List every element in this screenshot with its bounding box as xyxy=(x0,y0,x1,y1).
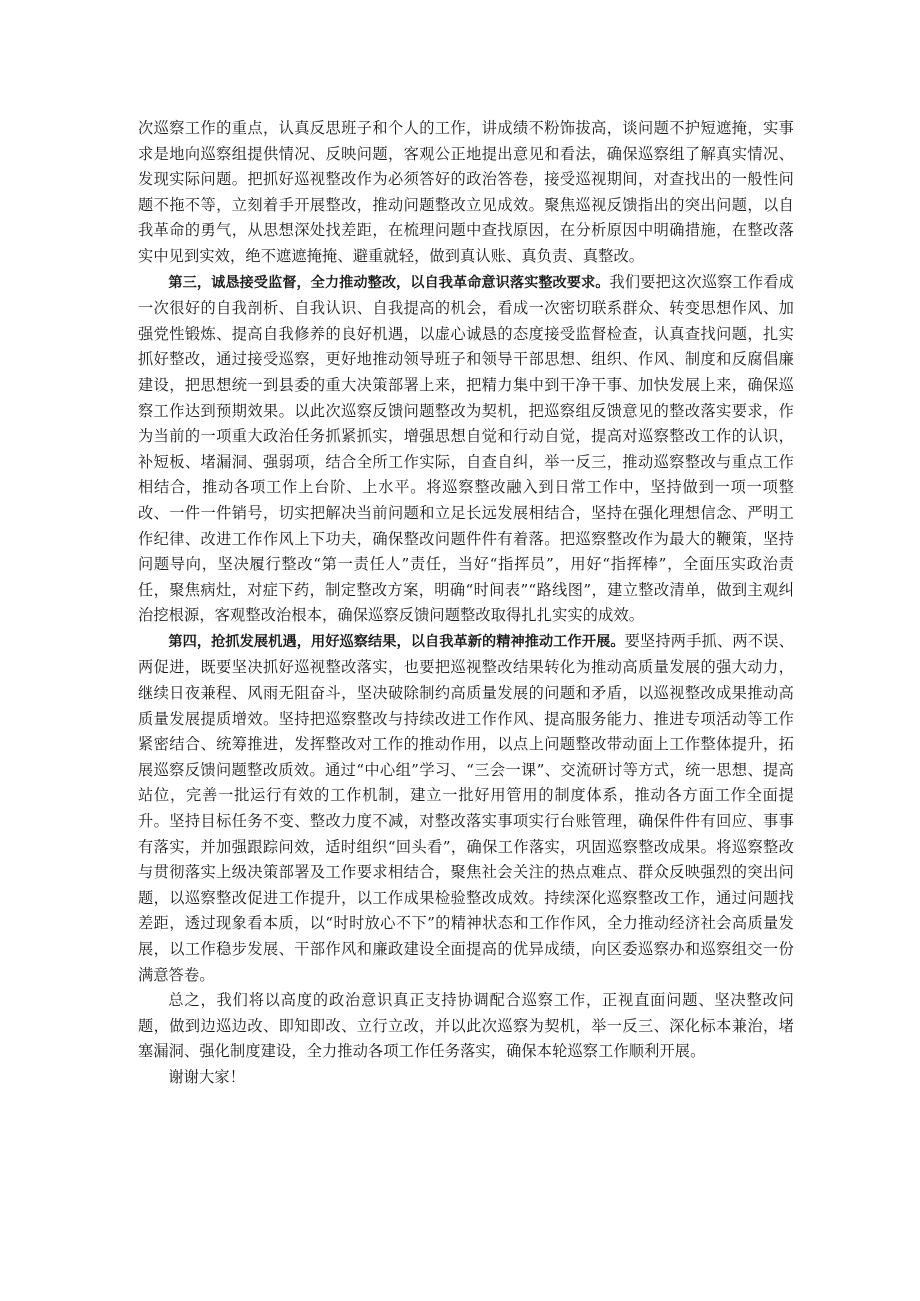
paragraph-conclusion: 总之，我们将以高度的政治意识真正支持协调配合巡察工作，正视直面问题、坚决整改问题，做到边巡边改、即知即改、立行立改，并以此次巡察为契机，举一反三、深化标本兼治，堵塞漏洞、强化制度建设，全力推动各项工作任务落实，确保本轮巡察工作顺利开展。 xyxy=(138,991,794,1061)
paragraph-fourth-point xyxy=(138,629,794,988)
fourth-point-heading: 第四，抢抓发展机遇，用好巡察结果，以自我革新的精神推动工作开展。 xyxy=(168,633,625,650)
third-point-heading: 第三，诚恳接受监督，全力推动整改，以自我革命意识落实整改要求。 xyxy=(168,274,610,291)
fourth-point-body: 要坚持两手抓、两不误、两促进，既要坚决抓好巡视整改落实，也要把巡视整改结果转化为推动高质量发展的强大动力，继续日夜兼程、风雨无阻奋斗，坚决破除制约高质量发展的问题和矛盾，以巡视整改成果推动高质量发展提质增效。坚持把巡察整改与持续改进工作作风、提高服务能力、推进专项活动等工作紧密结合、统筹推进，发挥整改对工作的推动作用，以点上问题整改带动面上工作整体提升，拓展巡察反馈问题整改质效。通过“中心组”学习、“三会一课”、交流研讨等方式，统一思想、提高站位，完善一批运行有效的工作机制，建立一批好用管用的制度体系，推动各方面工作全面提升。坚持目标任务不变、整改力度不减，对整改落实事项实行台账管理，确保件件有回应、事事有落实，并加强跟踪问效，适时组织“回头看”，确保工作落实，巩固巡察整改成果。将巡察整改与贯彻落实上级决策部署及工作要求相结合，聚焦社会关注的热点难点、群众反映强烈的突出问题，以巡察整改促进工作提升，以工作成果检验整改成效。持续深化巡察整改工作，通过问题找差距，透过现象看本质，以“时时放心不下”的精神状态和工作作风，全力推动经济社会高质量发展，以工作稳步发展、干部作风和廉政建设全面提高的优异成绩，向区委巡察办和巡察组交一份满意答卷。 xyxy=(138,631,794,984)
paragraph-continued: 次巡察工作的重点，认真反思班子和个人的工作，讲成绩不粉饰拔高，谈问题不护短遮掩，实事求是地向巡察组提供情况、反映问题，客观公正地提出意见和看法，确保巡察组了解真实情况、发现实际问题。把抓好巡视整改作为必须答好的政治答卷，接受巡视期间，对查找出的一般性问题不拖不等，立刻着手开展整改，推动问题整改立见成效。聚焦巡视反馈指出的突出问题，以自我革命的勇气，从思想深处找差距，在梳理问题中查找原因，在分析原因中明确措施，在整改落实中见到实效，绝不遮遮掩掩、避重就轻，做到真认账、真负责、真整改。 xyxy=(138,119,794,265)
third-point-body: 我们要把这次巡察工作看成一次很好的自我剖析、自我认识、自我提高的机会，看成一次密切联系群众、转变思想作风、加强党性锻炼、提高自我修养的良好机遇，以虚心诚恳的态度接受监督检查，认真查找问题，扎实抓好整改，通过接受巡察，更好地推动领导班子和领导干部思想、组织、作风、制度和反腐倡廉建设，把思想统一到县委的重大决策部署上来，把精力集中到干净干事、加快发展上来，确保巡察工作达到预期效果。以此次巡察反馈问题整改为契机，把巡察组反馈意见的整改落实要求，作为当前的一项重大政治任务抓紧抓实，增强思想自觉和行动自觉，提高对巡察整改工作的认识，补短板、堵漏洞、强弱项，结合全所工作实际，自查自纠，举一反三，推动巡察整改与重点工作相结合，推动各项工作上台阶、上水平。将巡察整改融入到日常工作中，坚持做到一项一项整改、一件一件销号，切实把解决当前问题和立足长远发展相结合，坚持在强化理想信念、严明工作纪律、改进工作作风上下功夫，确保整改问题件件有着落。把巡察整改作为最大的鞭策，坚持问题导向，坚决履行整改“第一责任人”责任，当好“指挥员”，用好“指挥棒”，全面压实政治责任，聚焦病灶，对症下药，制定整改方案，明确“时间表”“路线图”，建立整改清单，做到主观纠治挖根源，客观整改治根本，确保巡察反馈问题整改取得扎扎实实的成效。 xyxy=(138,272,794,625)
paragraph-third-point xyxy=(138,270,794,629)
document-body xyxy=(138,116,794,1091)
closing-remark: 谢谢大家！ xyxy=(168,1067,246,1086)
